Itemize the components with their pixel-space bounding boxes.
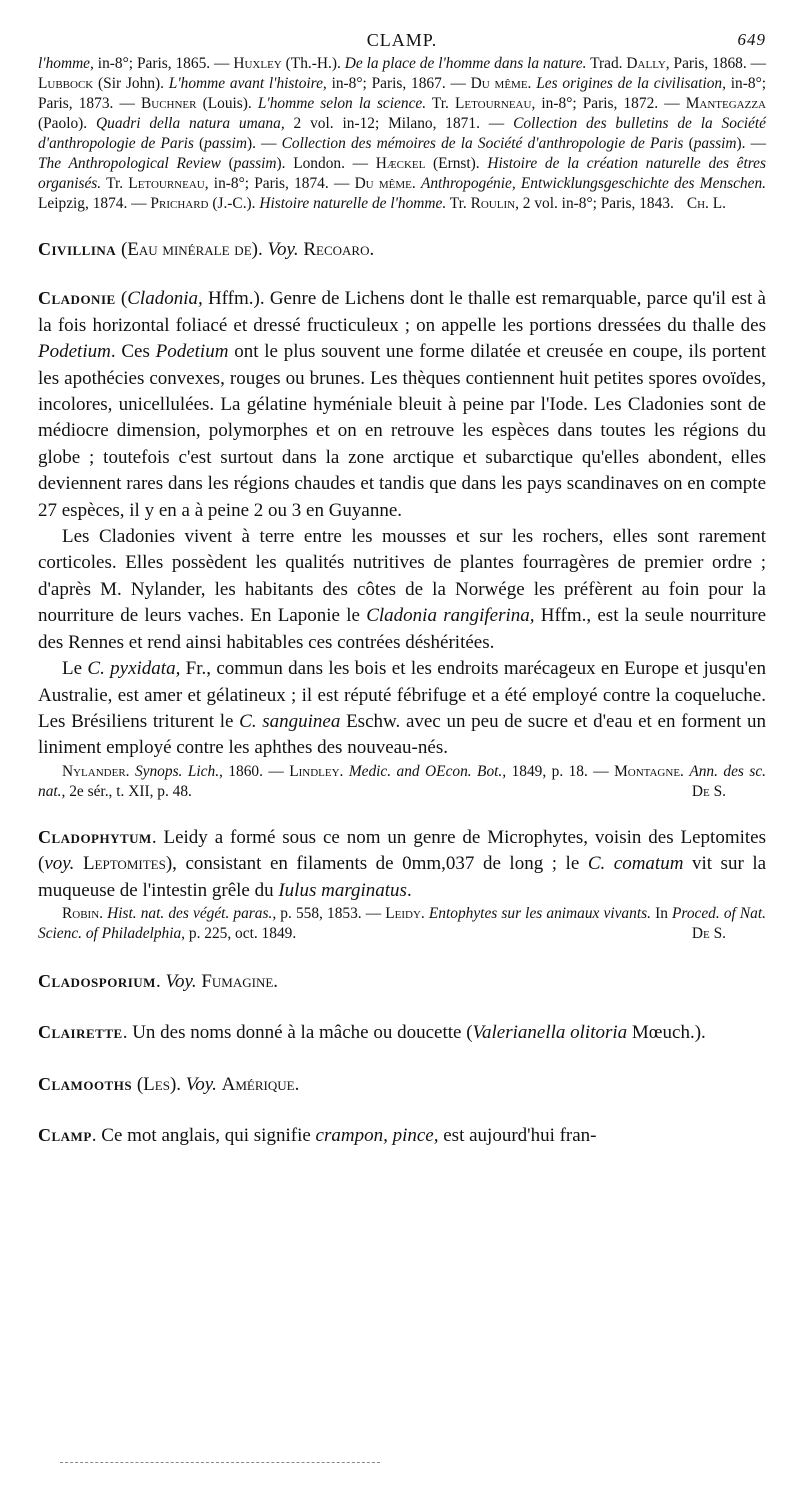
biblio-text: p. 558, 1853. — xyxy=(276,904,386,922)
biblio-text: Tr. xyxy=(101,175,129,192)
text-run: . xyxy=(155,970,166,992)
biblio-text: , Paris, 1868. — xyxy=(665,55,767,72)
biblio-text: p. 225, oct. 1849. xyxy=(185,924,297,942)
entry-cladonie xyxy=(38,285,766,801)
text-run: ). xyxy=(169,1073,186,1095)
text-run: Les xyxy=(143,1073,170,1095)
biblio-text: Leipzig, 1874. — xyxy=(38,195,151,212)
cross-ref-target: Recoaro xyxy=(303,239,370,260)
biblio-text: ). London. — xyxy=(276,155,376,172)
entry-text xyxy=(38,236,766,263)
biblio-author: Mantegazza xyxy=(685,95,766,112)
biblio-text: , 2 vol. in-8°; Paris, 1843. xyxy=(515,195,674,212)
text-run: Mœuch.). xyxy=(627,1022,706,1044)
biblio-author: Roulin xyxy=(470,195,516,212)
text-run: Fr., commun dans les bois et les endroits marécageux en Europe et jusqu'en Australie, est amer et gélatineux ; il est réputé fébrifuge et a été employé contre la coqueluche. Les Brésiliens triturent le xyxy=(38,658,766,732)
entry-paragraph xyxy=(38,524,766,656)
entry-text xyxy=(38,1019,766,1046)
biblio-author: Nylander xyxy=(62,762,126,780)
text-run: Podetium xyxy=(38,341,111,363)
biblio-title: Medic. and OEcon. Bot., xyxy=(348,762,507,780)
text-run: . Leidy a formé sous ce nom un genre de Microphytes, voisin des Leptomites ( xyxy=(38,826,766,875)
text-run: Iulus marginatus xyxy=(278,879,407,901)
headword: Cladophytum xyxy=(38,826,152,847)
biblio-title: Histoire naturelle de l'homme. xyxy=(259,195,447,212)
headword: Clamooths xyxy=(38,1073,133,1094)
text-run: . Ces xyxy=(110,341,156,363)
biblio-author: Letourneau xyxy=(455,95,532,112)
biblio-title: Les origines de la civilisation, xyxy=(536,75,726,92)
text-run: ). xyxy=(251,239,268,260)
biblio-text: (Th.-H.). xyxy=(281,55,345,72)
entry-references xyxy=(38,904,766,944)
biblio-title: l'homme, xyxy=(38,55,94,72)
biblio-title: Collection des mémoires de la Société d'anthropologie de Paris xyxy=(281,135,684,152)
biblio-text: . xyxy=(420,904,429,922)
cross-ref-target: Amérique xyxy=(221,1073,295,1095)
text-run: C. sanguinea xyxy=(239,710,341,732)
biblio-text: 2e sér., t. XII, p. 48. xyxy=(65,782,192,800)
biblio-text: (Sir John). xyxy=(93,75,169,92)
biblio-text: ( xyxy=(683,135,694,152)
text-run: Eau minérale de xyxy=(127,239,252,260)
text-run: . Un des noms donné à la mâche ou doucette ( xyxy=(122,1022,473,1044)
entry-civillina xyxy=(38,236,766,263)
entry-paragraph xyxy=(38,285,766,524)
intro-bibliography xyxy=(38,54,766,214)
biblio-author: Letourneau xyxy=(128,175,205,192)
text-run: ont le plus souvent une forme dilatée et creusée en coupe, ils portent les apothécies convexes, rouges ou brunes. Les thèques contiennent huit petites spores ovoïdes, incolores, unicellulées. La gélatine hyméniale bleuit à peine par l'Iode. Les Cladonies sont de médiocre dimension, polymorphes et on en retrouve les espèces dans toutes les régions du globe ; toutefois c'est surtout dans la zone arctique et subarctique qu'elles abondent, elles deviennent rares dans les régions chaudes et tandis que dans les pays scandinaves on en compte 27 espèces, il y en a à peine 2 ou 3 en Guyanne. xyxy=(38,341,766,521)
text-run: crampon, pince, xyxy=(315,1125,439,1147)
cross-ref-target: Fumagine xyxy=(201,970,274,992)
biblio-title: Anthropogénie, Entwicklungsgeschichte des Menschen. xyxy=(420,175,766,192)
biblio-text: 1860. — xyxy=(222,762,290,780)
text-run: ), consistant en filaments de 0mm,037 de long ; le xyxy=(165,853,588,875)
cross-ref-marker: Voy. xyxy=(165,970,197,992)
biblio-title: Hist. nat. des végét. paras., xyxy=(107,904,277,922)
biblio-text: . xyxy=(411,175,421,192)
biblio-author: Robin xyxy=(62,904,100,922)
text-run: Hffm., est la seule nourriture des Rennes et rend ainsi habitables ces contrées déshéritées. xyxy=(38,605,766,653)
text-run: . xyxy=(406,879,412,901)
biblio-text: . xyxy=(339,762,349,780)
biblio-text: In xyxy=(650,904,672,922)
text-run: vit sur la muqueuse de l'intestin grêle du xyxy=(38,853,767,901)
headword: Cladosporium xyxy=(38,970,156,991)
biblio-author: Du même xyxy=(470,75,528,92)
biblio-title: De la place de l'homme dans la nature. xyxy=(344,55,587,72)
text-run: C. comatum xyxy=(587,853,684,875)
biblio-author: Montagne xyxy=(614,762,681,780)
headword: Clamp xyxy=(38,1125,92,1146)
biblio-author: Dally xyxy=(626,55,666,72)
biblio-title: passim xyxy=(693,135,737,152)
biblio-title: Histoire de la création naturelle des êtres organisés. xyxy=(38,155,767,192)
entry-signature: De S. xyxy=(691,782,726,800)
headword: Clairette xyxy=(38,1022,123,1043)
biblio-text: . xyxy=(125,762,135,780)
running-head xyxy=(38,28,766,54)
biblio-text: Tr. xyxy=(446,195,471,212)
text-run: . xyxy=(369,239,375,260)
biblio-author: Hæckel xyxy=(375,155,426,172)
biblio-title: L'homme avant l'histoire, xyxy=(168,75,327,92)
footer-rule xyxy=(60,1462,380,1463)
text-run: . xyxy=(294,1073,300,1095)
biblio-text: in-8°; Paris, 1867. — xyxy=(326,75,471,92)
entry-clamooths xyxy=(38,1071,766,1098)
biblio-title: passim xyxy=(233,155,277,172)
text-run: Cladonia rangiferina, xyxy=(366,605,535,627)
text-run xyxy=(74,853,83,874)
biblio-text: in-8°; Paris, 1865. — xyxy=(93,55,234,72)
entry-paragraph xyxy=(38,656,766,762)
entry-cladophytum xyxy=(38,824,766,944)
cross-ref-marker: Voy. xyxy=(267,239,299,260)
biblio-text: 2 vol. in-12; Milano, 1871. — xyxy=(284,115,514,132)
biblio-text: (J.-C.). xyxy=(208,195,260,212)
biblio-title: Ann. des sc. nat., xyxy=(38,762,767,800)
biblio-text: , in-8°; Paris, 1872. — xyxy=(531,95,686,112)
biblio-title: The Anthropological Review xyxy=(38,155,221,172)
biblio-author: Lindley xyxy=(289,762,340,780)
text-run: ( xyxy=(116,239,128,260)
biblio-title: Collection des bulletins de la Société d'anthropologie de Paris xyxy=(38,115,766,152)
biblio-author: Leidy xyxy=(385,904,421,922)
cross-ref-marker: voy. xyxy=(44,853,75,875)
biblio-author: Lubbock xyxy=(38,75,94,92)
biblio-text: ). — xyxy=(736,135,767,152)
page-number: 649 xyxy=(737,30,766,49)
biblio-title: Entophytes sur les animaux vivants. xyxy=(428,904,651,922)
text-run: Le xyxy=(62,658,88,680)
text-run: C. pyxidata, xyxy=(87,658,181,680)
entry-cladosporium xyxy=(38,968,766,995)
entry-references xyxy=(38,762,766,802)
text-run: Eschw. avec un peu de sucre et d'eau et en forment un liniment employé contre les aphthes des nouveau-nés. xyxy=(38,710,766,759)
entry-clairette xyxy=(38,1019,766,1046)
biblio-title: Quadri della natura umana, xyxy=(96,115,285,132)
cross-ref-marker: Voy. xyxy=(185,1073,217,1095)
entry-text xyxy=(38,1071,766,1098)
biblio-text: ). — xyxy=(246,135,282,152)
biblio-text: in-8°; Paris, 1873. — xyxy=(38,75,767,112)
cross-ref-target: Leptomites xyxy=(82,853,166,875)
biblio-text: (Louis). xyxy=(196,95,258,112)
headword: Civillina xyxy=(38,239,117,259)
text-run: . xyxy=(273,970,279,992)
running-title: CLAMP. xyxy=(366,30,438,50)
biblio-title: Synops. Lich., xyxy=(134,762,223,780)
text-run: ( xyxy=(132,1073,144,1095)
text-run: Hffm.). Genre de Lichens dont le thalle est remarquable, parce qu'il est à la fois horizontal foliacé et dressé fructiculeux ; on appelle les portions dressées du thalle des xyxy=(38,288,766,336)
text-run: Podetium xyxy=(155,341,229,363)
biblio-text: 1849, p. 18. — xyxy=(506,762,615,780)
biblio-text: ( xyxy=(220,155,234,172)
headword: Cladonie xyxy=(38,288,116,309)
text-run: Valerianella olitoria xyxy=(472,1022,628,1044)
biblio-text: . xyxy=(527,75,537,92)
entry-paragraph xyxy=(38,824,766,904)
biblio-author: Du même xyxy=(354,175,412,192)
biblio-author: Buchner xyxy=(140,95,197,112)
biblio-title: Proced. of Nat. Scienc. of Philadelphia, xyxy=(38,904,766,942)
text-run: Cladonia, xyxy=(127,288,203,310)
entry-signature: De S. xyxy=(691,924,726,942)
entry-text xyxy=(38,1122,766,1149)
biblio-text: Trad. xyxy=(586,55,627,72)
biblio-author: Huxley xyxy=(233,55,282,72)
text-run: ( xyxy=(115,288,128,310)
biblio-text: (Ernst). xyxy=(425,155,488,172)
text-run: . Ce mot anglais, qui signifie xyxy=(91,1125,316,1147)
biblio-text: ( xyxy=(193,135,205,152)
entry-text xyxy=(38,968,766,995)
biblio-text: . xyxy=(99,904,108,922)
text-run: est aujourd'hui fran- xyxy=(438,1125,597,1147)
biblio-text: , in-8°; Paris, 1874. — xyxy=(204,175,355,192)
text-run: Les Cladonies vivent à terre entre les mousses et sur les rochers, elles sont rarement corticoles. Elles possèdent les qualités nutritives de plantes fourragères de premier ordre ; d'après M. Nylander, les habitants des côtes de la Norwége les préfèrent au foin pour la nourriture de leurs vaches. En Laponie le xyxy=(38,526,766,627)
biblio-title: L'homme selon la science. xyxy=(257,95,427,112)
biblio-text: (Paolo). xyxy=(38,115,97,132)
entry-clamp xyxy=(38,1122,766,1149)
biblio-text: Tr. xyxy=(426,95,456,112)
biblio-title: passim xyxy=(204,135,247,152)
biblio-author: Prichard xyxy=(150,195,209,212)
biblio-text: . xyxy=(680,762,690,780)
entry-signature: Ch. L. xyxy=(686,195,726,212)
